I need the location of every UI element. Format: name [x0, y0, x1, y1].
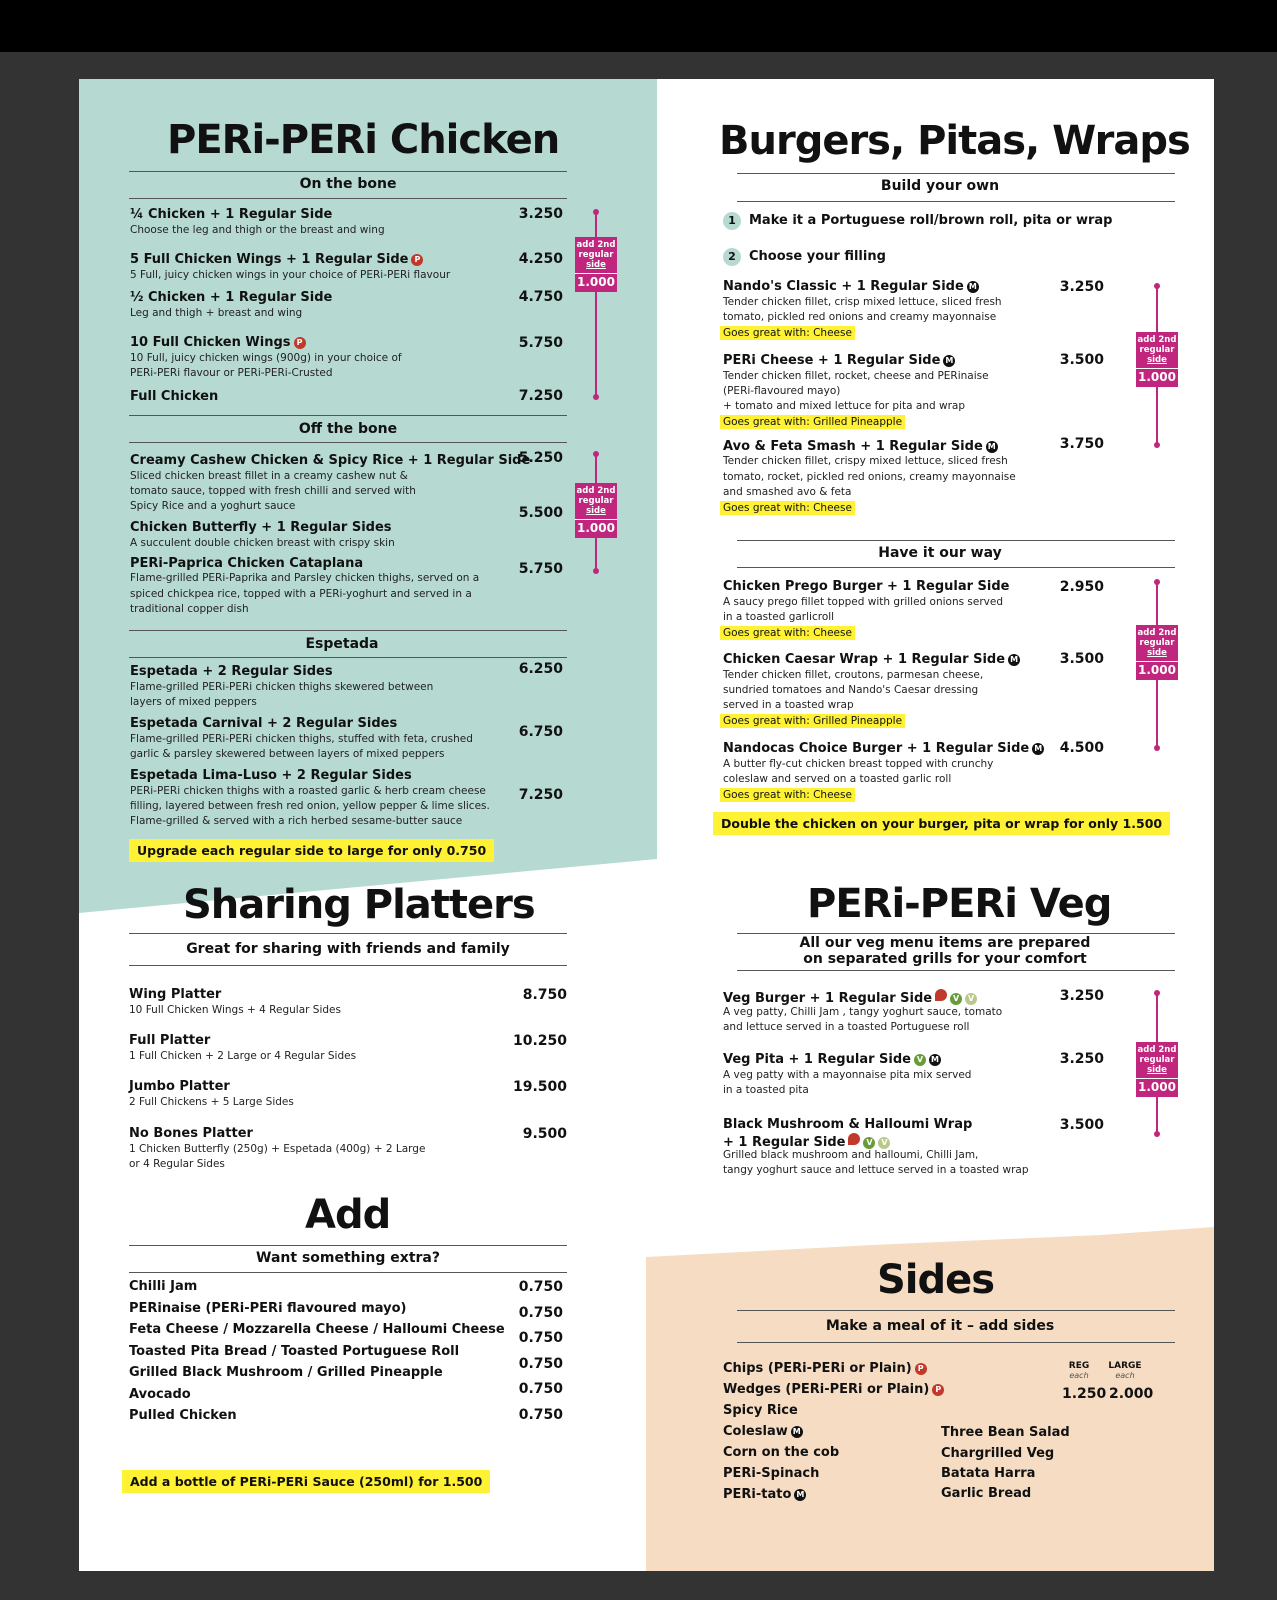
large-label: LARGE	[1108, 1361, 1142, 1371]
menu-item-price: 3.750	[1059, 436, 1104, 452]
menu-item-name: Espetada + 2 Regular Sides	[130, 664, 333, 679]
sides-title: Sides	[877, 1257, 995, 1303]
menu-item-desc: + tomato and mixed lettuce for pita and wrap	[723, 400, 965, 412]
veg-subtitle-line: on separated grills for your comfort	[803, 951, 1087, 967]
menu-item-desc: Flame-grilled PERi-PERi chicken thighs, stuffed with feta, crushed	[130, 733, 473, 745]
menu-item-name: Black Mushroom & Halloumi Wrap	[723, 1117, 973, 1132]
peri-icon: P	[915, 1363, 927, 1375]
side-item	[723, 1487, 806, 1502]
menu-item-name: Grilled Black Mushroom / Grilled Pineapple	[129, 1365, 443, 1380]
menu-item-name	[723, 989, 977, 1006]
side-item: Chargrilled Veg	[941, 1446, 1055, 1461]
menu-item-name: Chilli Jam	[129, 1279, 198, 1294]
menu-item-desc: coleslaw and served on a toasted garlic roll	[723, 773, 952, 785]
menu-item-desc: Leg and thigh + breast and wing	[130, 307, 303, 319]
menu-item-desc: Spicy Rice and a yoghurt sauce	[130, 500, 296, 512]
menu-item-desc: A veg patty with a mayonnaise pita mix served	[723, 1069, 972, 1081]
menu-item-desc: served in a toasted wrap	[723, 699, 854, 711]
vegan-icon: V	[965, 993, 977, 1005]
veg-icon: V	[914, 1054, 926, 1066]
menu-item-name	[723, 439, 998, 454]
menu-item-price: 3.250	[518, 206, 563, 222]
menu-item-name: ½ Chicken + 1 Regular Side	[130, 290, 333, 305]
menu-item-price: 3.250	[1059, 279, 1104, 295]
espetada-heading: Espetada	[305, 636, 379, 652]
menu-item-price: 0.750	[518, 1381, 563, 1397]
menu-item-name	[130, 335, 306, 350]
divider	[737, 201, 1175, 202]
menu-item-desc: and lettuce served in a toasted Portuguese roll	[723, 1021, 970, 1033]
each-label: each	[1115, 1371, 1135, 1380]
divider	[129, 657, 567, 658]
add-side-line: regular	[578, 496, 614, 506]
menu-item-price: 7.250	[518, 388, 563, 404]
divider	[737, 173, 1175, 174]
add-side-badge	[575, 237, 617, 292]
menu-item-desc: layers of mixed peppers	[130, 696, 257, 708]
veg-subtitle-line: All our veg menu items are prepared	[799, 935, 1091, 951]
divider	[737, 970, 1175, 971]
add-side-line: regular	[1139, 1055, 1175, 1065]
menu-item-price: 5.750	[518, 335, 563, 351]
add-side-line: side	[1147, 355, 1167, 365]
menu-item-desc: Choose the leg and thigh or the breast and wing	[130, 224, 385, 236]
side-item	[723, 1361, 927, 1376]
add-side-line: side	[586, 260, 606, 270]
menu-item-price: 19.500	[512, 1079, 567, 1095]
menu-item-price: 6.750	[518, 724, 563, 740]
add-side-line: add 2nd	[1137, 628, 1177, 638]
menu-item-label: Veg Burger + 1 Regular Side	[723, 991, 933, 1006]
marker-dot	[593, 394, 599, 400]
menu-item-name	[723, 279, 979, 294]
add-side-price: 1.000	[1136, 368, 1178, 384]
our-way-heading: Have it our way	[878, 545, 1002, 561]
menu-item-desc: A saucy prego fillet topped with grilled onions served	[723, 596, 1004, 608]
mild-icon: M	[967, 281, 979, 293]
add-title: Add	[305, 1192, 391, 1238]
side-item-label: Wedges (PERi-PERi or Plain)	[723, 1382, 930, 1397]
add-side-line: side	[1147, 648, 1167, 658]
add-side-badge	[1136, 332, 1178, 387]
menu-item-name	[723, 1052, 941, 1067]
menu-item-desc: 1 Chicken Butterfly (250g) + Espetada (400g) + 2 Large	[129, 1143, 426, 1155]
menu-item-name: PERinaise (PERi-PERi flavoured mayo)	[129, 1301, 407, 1316]
reg-price: 1.250	[1062, 1386, 1107, 1402]
mild-icon: M	[986, 441, 998, 453]
menu-item-name: Pulled Chicken	[129, 1408, 237, 1423]
menu-item-price: 2.950	[1059, 579, 1104, 595]
menu-item-price: 3.250	[1059, 1051, 1104, 1067]
menu-item-name: Avocado	[129, 1387, 191, 1402]
menu-item-desc: (PERi-flavoured mayo)	[723, 385, 841, 397]
add-side-line: add 2nd	[1137, 1045, 1177, 1055]
menu-item-price: 7.250	[518, 787, 563, 803]
add-side-line: add 2nd	[576, 240, 616, 250]
menu-item-name	[723, 353, 955, 368]
menu-item-price: 8.750	[522, 987, 567, 1003]
chicken-title: PERi-PERi Chicken	[167, 117, 560, 163]
menu-item-desc: tomato, pickled red onions and creamy mayonnaise	[723, 311, 997, 323]
menu-item-name: Full Chicken	[130, 389, 219, 404]
divider	[737, 1310, 1175, 1311]
sharing-subtitle: Great for sharing with friends and family	[186, 941, 510, 957]
peri-icon: P	[294, 337, 306, 349]
menu-item-desc: A butter fly-cut chicken breast topped with crunchy	[723, 758, 994, 770]
menu-item-price: 3.250	[1059, 988, 1104, 1004]
menu-item-label: PERi Cheese + 1 Regular Side	[723, 353, 941, 368]
sharing-title: Sharing Platters	[183, 882, 535, 928]
menu-item-label: Nandocas Choice Burger + 1 Regular Side	[723, 741, 1030, 756]
add-side-line: add 2nd	[1137, 335, 1177, 345]
menu-item-price: 0.750	[518, 1330, 563, 1346]
menu-item-name	[130, 252, 423, 267]
step-number: 1	[723, 212, 741, 230]
mild-icon: M	[791, 1426, 803, 1438]
menu-item-label: Veg Pita + 1 Regular Side	[723, 1052, 911, 1067]
menu-item-desc: Tender chicken fillet, rocket, cheese and PERinaise	[723, 370, 989, 382]
mild-icon: M	[1008, 654, 1020, 666]
side-item: Batata Harra	[941, 1466, 1036, 1481]
veg-subtitle	[737, 935, 1153, 967]
menu-item-desc: or 4 Regular Sides	[129, 1158, 225, 1170]
menu-item-desc: Flame-grilled PERi-Paprika and Parsley chicken thighs, served on a	[130, 572, 480, 584]
upgrade-note: Upgrade each regular side to large for only 0.750	[129, 839, 494, 862]
menu-item-name: PERi-Paprica Chicken Cataplana	[130, 556, 364, 571]
sides-subtitle: Make a meal of it – add sides	[825, 1318, 1055, 1334]
side-item	[723, 1382, 944, 1397]
menu-item-name: Wing Platter	[129, 987, 222, 1002]
marker-dot	[593, 568, 599, 574]
add-side-badge	[575, 483, 617, 538]
side-item: Spicy Rice	[723, 1403, 798, 1418]
side-item-label: PERi-tato	[723, 1487, 792, 1502]
spicy-icon	[935, 989, 947, 1001]
menu-item-desc: spiced chickpea rice, topped with a PERi-yoghurt and served in a	[130, 588, 472, 600]
menu-item-desc: 5 Full, juicy chicken wings in your choice of PERi-PERi flavour	[130, 269, 451, 281]
menu-item-price: 10.250	[512, 1033, 567, 1049]
add-side-line: regular	[578, 250, 614, 260]
step-number: 2	[723, 248, 741, 266]
menu-item-desc: Tender chicken fillet, crispy mixed lettuce, sliced fresh	[723, 455, 1008, 467]
peri-icon: P	[932, 1384, 944, 1396]
step-label: Choose your filling	[749, 249, 886, 264]
menu-item-desc: A succulent double chicken breast with crispy skin	[130, 537, 395, 549]
menu-item-price: 3.500	[1059, 352, 1104, 368]
menu-item-name: Full Platter	[129, 1033, 211, 1048]
menu-item-name: Chicken Butterfly + 1 Regular Sides	[130, 520, 392, 535]
menu-item-desc: tomato sauce, topped with fresh chilli and served with	[130, 485, 416, 497]
divider	[129, 965, 567, 966]
build-heading: Build your own	[880, 178, 1000, 194]
menu-item-price: 5.250	[518, 450, 563, 466]
menu-item-label: + 1 Regular Side	[723, 1135, 846, 1150]
menu-item-price: 0.750	[518, 1407, 563, 1423]
side-item: Corn on the cob	[723, 1445, 840, 1460]
divider	[737, 1342, 1175, 1343]
menu-item-name	[723, 652, 1020, 667]
menu-item-label: 5 Full Chicken Wings + 1 Regular Side	[130, 252, 409, 267]
menu-item-desc: Flame-grilled PERi-PERi chicken thighs skewered between	[130, 681, 434, 693]
build-step-1	[723, 212, 1112, 230]
add-side-price: 1.000	[575, 519, 617, 535]
double-chicken-note: Double the chicken on your burger, pita or wrap for only 1.500	[713, 812, 1170, 835]
menu-item-price: 3.500	[1059, 651, 1104, 667]
menu-item-desc: Tender chicken fillet, crisp mixed lettuce, sliced fresh	[723, 296, 1002, 308]
menu-item-name: ¼ Chicken + 1 Regular Side	[130, 207, 333, 222]
menu-item-price: 4.500	[1059, 740, 1104, 756]
burgers-title: Burgers, Pitas, Wraps	[719, 118, 1190, 164]
menu-item-price: 0.750	[518, 1279, 563, 1295]
menu-item-desc: A veg patty, Chilli Jam , tangy yoghurt sauce, tomato	[723, 1006, 1003, 1018]
marker-dot	[1154, 745, 1160, 751]
menu-item-desc: Flame-grilled & served with a rich herbed sesame-butter sauce	[130, 815, 463, 827]
divider	[129, 1272, 567, 1273]
marker-dot	[1154, 1131, 1160, 1137]
menu-item-desc: tangy yoghurt sauce and lettuce served in a toasted wrap	[723, 1164, 1029, 1176]
menu-item-label: Chicken Caesar Wrap + 1 Regular Side	[723, 652, 1006, 667]
add-side-line: side	[1147, 1065, 1167, 1075]
peri-icon: P	[411, 254, 423, 266]
mild-icon: M	[1032, 743, 1044, 755]
divider	[737, 540, 1175, 541]
divider	[129, 1245, 567, 1246]
side-item: Garlic Bread	[941, 1486, 1032, 1501]
add-side-badge	[1136, 1042, 1178, 1097]
menu-item-desc: PERi-PERi chicken thighs with a roasted garlic & herb cream cheese	[130, 785, 486, 797]
add-side-price: 1.000	[575, 273, 617, 289]
menu-item-desc: Tender chicken fillet, croutons, parmesan cheese,	[723, 669, 984, 681]
menu-item-name: Creamy Cashew Chicken & Spicy Rice + 1 Regular Side	[130, 453, 531, 468]
goes-great-note: Goes great with: Cheese	[720, 626, 855, 640]
goes-great-note: Goes great with: Grilled Pineapple	[720, 714, 905, 728]
menu-item-desc: 10 Full Chicken Wings + 4 Regular Sides	[129, 1004, 341, 1016]
add-side-price: 1.000	[1136, 1078, 1178, 1094]
menu-item-name	[723, 741, 1044, 756]
divider	[737, 933, 1175, 934]
menu-item-price: 3.500	[1059, 1117, 1104, 1133]
menu-item-name: Toasted Pita Bread / Toasted Portuguese Roll	[129, 1344, 460, 1359]
side-item-label: Coleslaw	[723, 1424, 788, 1439]
menu-item-desc: filling, layered between fresh red onion, yellow pepper & lime slices.	[130, 800, 490, 812]
reg-label: REG	[1068, 1361, 1090, 1371]
divider	[129, 933, 567, 934]
side-item: PERi-Spinach	[723, 1466, 820, 1481]
menu-page	[79, 79, 1214, 1571]
menu-item-name: No Bones Platter	[129, 1126, 253, 1141]
menu-item-desc: 1 Full Chicken + 2 Large or 4 Regular Sides	[129, 1050, 357, 1062]
spicy-icon	[848, 1133, 860, 1145]
menu-item-price: 0.750	[518, 1305, 563, 1321]
divider	[129, 198, 567, 199]
side-item: Three Bean Salad	[941, 1425, 1070, 1440]
menu-item-price: 6.250	[518, 661, 563, 677]
add-side-badge	[1136, 625, 1178, 680]
menu-item-price: 4.250	[518, 251, 563, 267]
veg-title: PERi-PERi Veg	[807, 881, 1112, 927]
reg-column-header	[1059, 1361, 1099, 1380]
build-step-2	[723, 248, 886, 266]
menu-item-desc: and smashed avo & feta	[723, 486, 852, 498]
goes-great-note: Goes great with: Cheese	[720, 788, 855, 802]
divider	[129, 415, 567, 416]
large-column-header	[1103, 1361, 1147, 1380]
veg-icon: V	[863, 1137, 875, 1149]
menu-item-name: Jumbo Platter	[129, 1079, 230, 1094]
menu-item-price: 5.750	[518, 561, 563, 577]
each-label: each	[1069, 1371, 1089, 1380]
add-subtitle: Want something extra?	[256, 1250, 440, 1266]
off-bone-heading: Off the bone	[298, 421, 398, 437]
menu-item-desc: sundried tomatoes and Nando's Caesar dressing	[723, 684, 979, 696]
marker-dot	[1154, 442, 1160, 448]
menu-item-price: 5.500	[518, 505, 563, 521]
mild-icon: M	[929, 1054, 941, 1066]
menu-item-desc: Grilled black mushroom and halloumi, Chilli Jam,	[723, 1149, 979, 1161]
goes-great-note: Goes great with: Grilled Pineapple	[720, 415, 905, 429]
divider	[129, 630, 567, 631]
menu-item-desc: 2 Full Chickens + 5 Large Sides	[129, 1096, 294, 1108]
menu-item-desc: 10 Full, juicy chicken wings (900g) in your choice of	[130, 352, 402, 364]
vegan-icon: V	[878, 1137, 890, 1149]
menu-item-label: Nando's Classic + 1 Regular Side	[723, 279, 964, 294]
mild-icon: M	[794, 1489, 806, 1501]
menu-item-price: 9.500	[522, 1126, 567, 1142]
divider	[129, 171, 567, 172]
divider	[737, 567, 1175, 568]
goes-great-note: Goes great with: Cheese	[720, 501, 855, 515]
viewer-top-bar	[0, 0, 1277, 52]
divider	[129, 442, 567, 443]
menu-item-name: Chicken Prego Burger + 1 Regular Side	[723, 579, 1010, 594]
side-item-label: Chips (PERi-PERi or Plain)	[723, 1361, 912, 1376]
side-item	[723, 1424, 803, 1439]
add-side-line: regular	[1139, 638, 1175, 648]
large-price: 2.000	[1109, 1386, 1154, 1402]
step-label: Make it a Portuguese roll/brown roll, pita or wrap	[749, 213, 1113, 228]
menu-item-desc: traditional copper dish	[130, 603, 249, 615]
menu-item-label: Avo & Feta Smash + 1 Regular Side	[723, 439, 983, 454]
add-side-line: regular	[1139, 345, 1175, 355]
goes-great-note: Goes great with: Cheese	[720, 326, 855, 340]
menu-item-name: Espetada Lima-Luso + 2 Regular Sides	[130, 768, 412, 783]
on-bone-heading: On the bone	[299, 176, 397, 192]
menu-item-desc: in a toasted garlicroll	[723, 611, 835, 623]
bottle-note: Add a bottle of PERi-PERi Sauce (250ml) for 1.500	[122, 1470, 490, 1493]
menu-item-name: Espetada Carnival + 2 Regular Sides	[130, 716, 398, 731]
menu-item-desc: in a toasted pita	[723, 1084, 809, 1096]
add-side-line: side	[586, 506, 606, 516]
add-side-line: add 2nd	[576, 486, 616, 496]
menu-item-price: 4.750	[518, 289, 563, 305]
veg-icon: V	[950, 993, 962, 1005]
menu-item-desc: Sliced chicken breast fillet in a creamy cashew nut &	[130, 470, 408, 482]
menu-item-price: 0.750	[518, 1356, 563, 1372]
add-side-price: 1.000	[1136, 661, 1178, 677]
menu-item-label: 10 Full Chicken Wings	[130, 335, 291, 350]
menu-item-name: Feta Cheese / Mozzarella Cheese / Halloumi Cheese	[129, 1322, 505, 1337]
mild-icon: M	[943, 355, 955, 367]
menu-item-desc: garlic & parsley skewered between layers of mixed peppers	[130, 748, 445, 760]
menu-item-desc: tomato, rocket, pickled red onions, creamy mayonnaise	[723, 471, 1016, 483]
menu-item-desc: PERi-PERi flavour or PERi-PERi-Crusted	[130, 367, 333, 379]
